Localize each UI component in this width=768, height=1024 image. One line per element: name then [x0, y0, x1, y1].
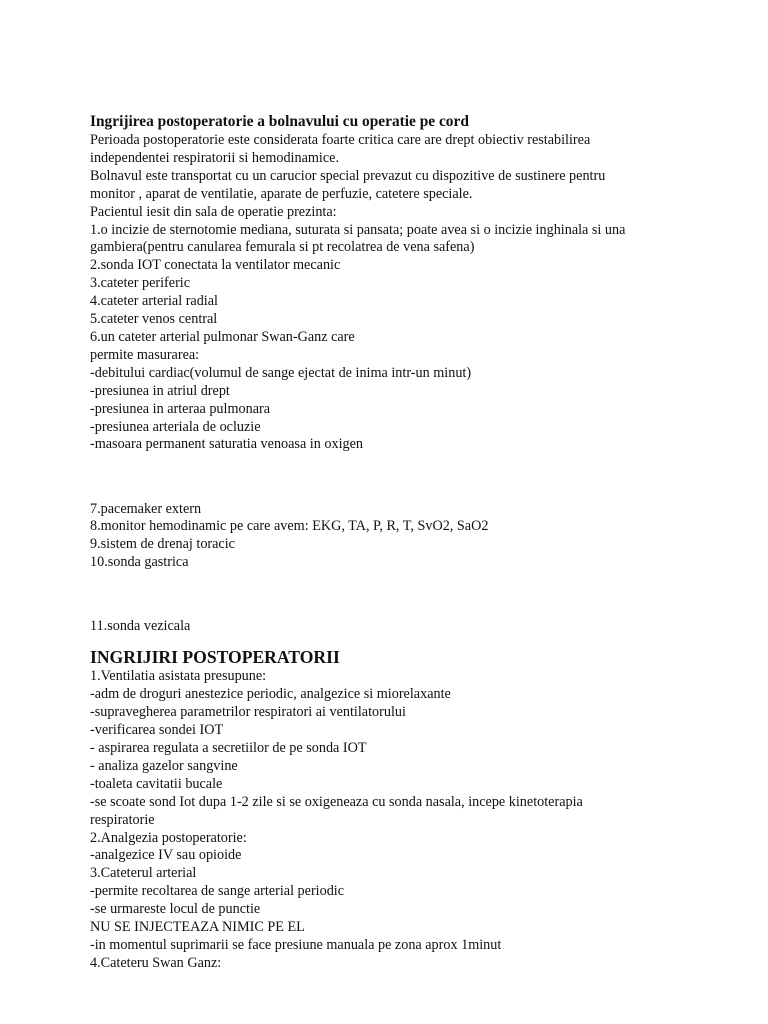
text-line: 9.sistem de drenaj toracic — [90, 536, 235, 553]
text-line: 10.sonda gastrica — [90, 554, 189, 571]
text-line: permite masurarea: — [90, 346, 200, 363]
text-line: -in momentul suprimarii se face presiune manuala pe zona aprox 1minut — [90, 936, 502, 953]
text-line: -analgezice IV sau opioide — [90, 847, 242, 864]
text-line: gambiera(pentru canularea femurala si pt recolatrea de vena safena) — [90, 239, 475, 256]
text-line: 3.cateter periferic — [90, 275, 191, 292]
text-line: 11.sonda vezicala — [90, 618, 191, 635]
text-line: respiratorie — [90, 811, 155, 828]
text-line: 5.cateter venos central — [90, 311, 218, 328]
text-line: -adm de droguri anestezice periodic, analgezice si miorelaxante — [90, 686, 451, 703]
text-line: -masoara permanent saturatia venoasa in oxigen — [90, 436, 363, 453]
section1-body — [90, 132, 740, 636]
text-line: -presiunea in atriul drept — [90, 382, 230, 399]
text-line: 1.Ventilatia asistata presupune: — [90, 668, 267, 685]
text-line: -verificarea sondei IOT — [90, 722, 224, 739]
blank-line — [90, 586, 740, 604]
text-line: 2.sonda IOT conectata la ventilator mecanic — [90, 257, 341, 274]
text-line: 4.Cateteru Swan Ganz: — [90, 954, 222, 971]
section-heading: INGRIJIRI POSTOPERATORII — [90, 647, 340, 668]
text-line: -supravegherea parametrilor respiratori ai ventilatorului — [90, 704, 406, 721]
text-line: 7.pacemaker extern — [90, 500, 202, 517]
text-line: 6.un cateter arterial pulmonar Swan-Ganz care — [90, 328, 355, 345]
text-line: 8.monitor hemodinamic pe care avem: EKG, TA, P, R, T, SvO2, SaO2 — [90, 518, 489, 535]
text-line: Pacientul iesit din sala de operatie prezinta: — [90, 203, 337, 220]
text-line: monitor , aparat de ventilatie, aparate de perfuzie, catetere speciale. — [90, 185, 473, 202]
text-line: -se scoate sond Iot dupa 1-2 zile si se oxigeneaza cu sonda nasala, incepe kinetoterapia — [90, 793, 583, 810]
text-line: - analiza gazelor sangvine — [90, 757, 238, 774]
text-line: Bolnavul este transportat cu un carucior special prevazut cu dispozitive de sustinere pentru — [90, 167, 606, 184]
text-line: Perioada postoperatorie este considerata foarte critica care are drept obiectiv restabilirea — [90, 132, 591, 148]
text-line: - aspirarea regulata a secretiilor de pe sonda IOT — [90, 740, 367, 756]
document-page — [90, 112, 740, 973]
text-line: -presiunea in arteraa pulmonara — [90, 400, 271, 417]
section2-body — [90, 668, 740, 972]
text-line: 2.Analgezia postoperatorie: — [90, 829, 247, 846]
text-line: -presiunea arteriala de ocluzie — [90, 418, 261, 435]
text-line: 3.Cateterul arterial — [90, 865, 197, 882]
text-line: independentei respiratorii si hemodinamice. — [90, 149, 339, 166]
text-line: -toaleta cavitatii bucale — [90, 775, 223, 792]
text-line: 1.o incizie de sternotomie mediana, suturata si pansata; poate avea si o incizie inghinala si una — [90, 221, 626, 238]
text-line: NU SE INJECTEAZA NIMIC PE EL — [90, 919, 305, 936]
text-line: -debitului cardiac(volumul de sange ejectat de inima intr-un minut) — [90, 364, 472, 381]
document-title: Ingrijirea postoperatorie a bolnavului cu operatie pe cord — [90, 113, 469, 130]
blank-line — [90, 469, 740, 487]
text-line: -se urmareste locul de punctie — [90, 901, 261, 918]
text-line: 4.cateter arterial radial — [90, 293, 218, 310]
text-line: -permite recoltarea de sange arterial periodic — [90, 883, 345, 900]
